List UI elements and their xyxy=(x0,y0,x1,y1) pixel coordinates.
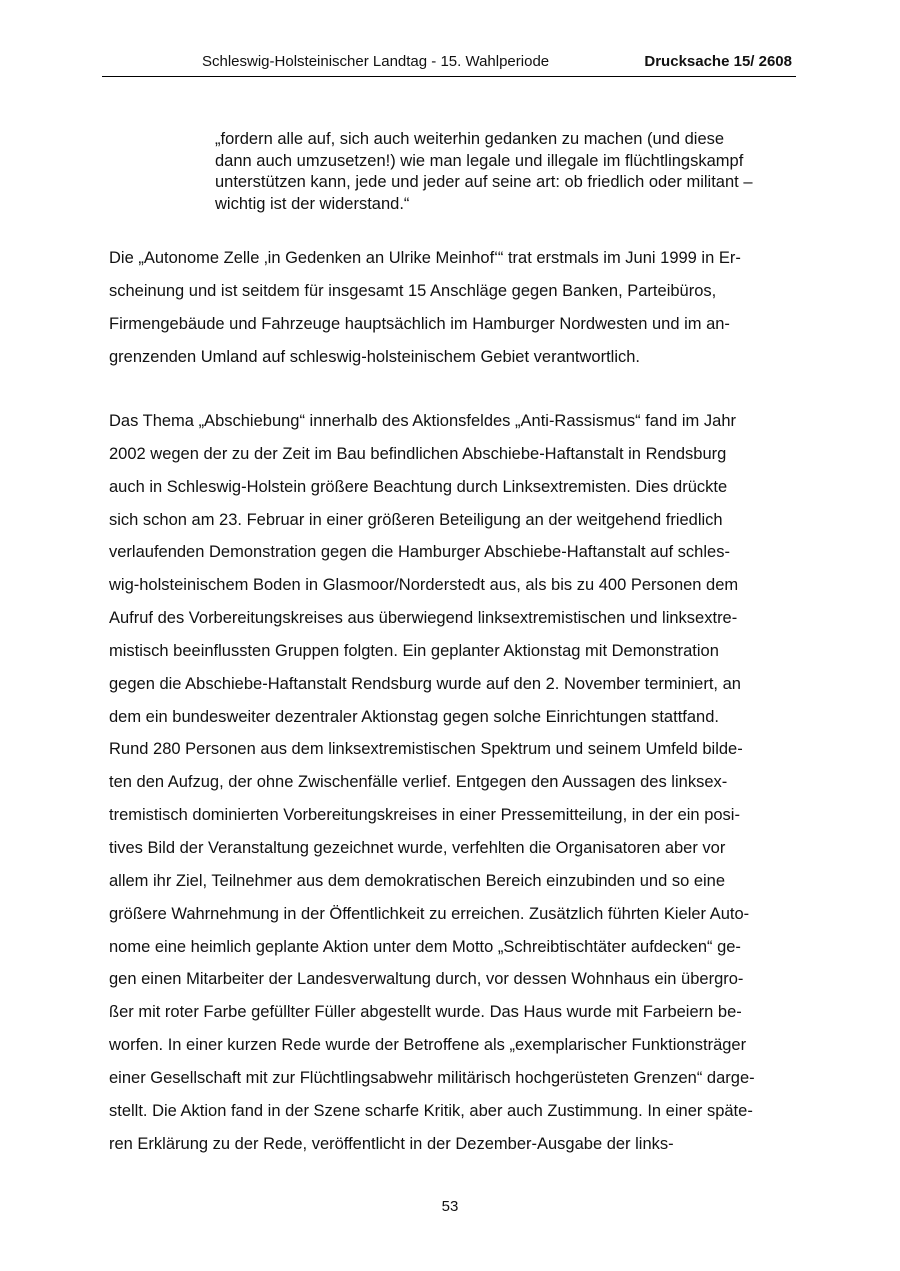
paragraph-line: grenzenden Umland auf schleswig-holsteinischem Gebiet verantwortlich. xyxy=(109,347,641,366)
paragraph-line: allem ihr Ziel, Teilnehmer aus dem demokratischen Bereich einzubinden und so eine xyxy=(109,871,726,890)
quote-line: unterstützen kann, jede und jeder auf seine art: ob friedlich oder militant – xyxy=(215,173,753,191)
paragraph-line: gen einen Mitarbeiter der Landesverwaltung durch, vor dessen Wohnhaus ein übergro- xyxy=(109,970,744,989)
header-title: Schleswig-Holsteinischer Landtag - 15. Wahlperiode xyxy=(202,53,550,70)
quote-line: dann auch umzusetzen!) wie man legale und illegale im flüchtlingskampf xyxy=(215,151,744,170)
paragraph-abschiebung xyxy=(109,405,799,1160)
paragraph-line: einer Gesellschaft mit zur Flüchtlingsabwehr militärisch hochgerüsteten Grenzen“ darge- xyxy=(109,1068,755,1087)
paragraph-line: ten den Aufzug, der ohne Zwischenfälle verlief. Entgegen den Aussagen des linksex- xyxy=(109,773,728,792)
paragraph-line: mistisch beeinflussten Gruppen folgten. Ein geplanter Aktionstag mit Demonstration xyxy=(109,641,719,660)
paragraph-line: verlaufenden Demonstration gegen die Hamburger Abschiebe-Haftanstalt auf schles- xyxy=(109,543,730,562)
document-number: Drucksache 15/ 2608 xyxy=(644,53,792,70)
paragraph-line: stellt. Die Aktion fand in der Szene scharfe Kritik, aber auch Zustimmung. In einer späte- xyxy=(109,1101,753,1120)
paragraph-line: Aufruf des Vorbereitungskreises aus überwiegend linksextremistischen und linksextre- xyxy=(109,609,738,628)
paragraph-line: Die „Autonome Zelle ‚in Gedenken an Ulrike Meinhof‘“ trat erstmals im Juni 1999 in Er- xyxy=(109,249,741,267)
paragraph-line: wig-holsteinischem Boden in Glasmoor/Norderstedt aus, als bis zu 400 Personen dem xyxy=(109,576,739,595)
paragraph-line: sich schon am 23. Februar in einer größeren Beteiligung an der weitgehend friedlich xyxy=(109,510,723,529)
paragraph-line: ßer mit roter Farbe gefüllter Füller abgestellt wurde. Das Haus wurde mit Farbeiern be- xyxy=(109,1003,742,1022)
paragraph-line: dem ein bundesweiter dezentraler Aktionstag gegen solche Einrichtungen stattfand. xyxy=(109,707,719,726)
paragraph-line: tremistisch dominierten Vorbereitungskreises in einer Pressemitteilung, in der ein posi- xyxy=(109,806,740,825)
page-header xyxy=(102,52,796,77)
paragraph-autonome-zelle xyxy=(109,242,799,373)
paragraph-line: auch in Schleswig-Holstein größere Beachtung durch Linksextremisten. Dies drückte xyxy=(109,477,728,496)
paragraph-line: größere Wahrnehmung in der Öffentlichkeit zu erreichen. Zusätzlich führten Kieler Auto- xyxy=(109,904,750,923)
paragraph-line: worfen. In einer kurzen Rede wurde der Betroffene als „exemplarischer Funktionsträger xyxy=(109,1036,747,1055)
quote-line: „fordern alle auf, sich auch weiterhin gedanken zu machen (und diese xyxy=(215,130,725,148)
paragraph-line: Das Thema „Abschiebung“ innerhalb des Aktionsfeldes „Anti-Rassismus“ fand im Jahr xyxy=(109,412,736,430)
paragraph-line: scheinung und ist seitdem für insgesamt 15 Anschläge gegen Banken, Parteibüros, xyxy=(109,281,717,300)
paragraph-line: Rund 280 Personen aus dem linksextremistischen Spektrum und seinem Umfeld bilde- xyxy=(109,740,743,759)
paragraph-line: nome eine heimlich geplante Aktion unter dem Motto „Schreibtischtäter aufdecken“ ge- xyxy=(109,937,741,956)
paragraph-line: Firmengebäude und Fahrzeuge hauptsächlich im Hamburger Nordwesten und im an- xyxy=(109,314,730,333)
paragraph-line: gegen die Abschiebe-Haftanstalt Rendsburg wurde auf den 2. November terminiert, an xyxy=(109,674,741,693)
paragraph-line: tives Bild der Veranstaltung gezeichnet wurde, verfehlten die Organisatoren aber vor xyxy=(109,838,726,857)
paragraph-line: 2002 wegen der zu der Zeit im Bau befindlichen Abschiebe-Haftanstalt in Rendsburg xyxy=(109,444,727,463)
block-quote xyxy=(215,129,795,215)
paragraph-line: ren Erklärung zu der Rede, veröffentlicht in der Dezember-Ausgabe der links- xyxy=(109,1134,674,1153)
page-number: 53 xyxy=(441,1198,459,1215)
quote-line: wichtig ist der widerstand.“ xyxy=(215,194,410,213)
